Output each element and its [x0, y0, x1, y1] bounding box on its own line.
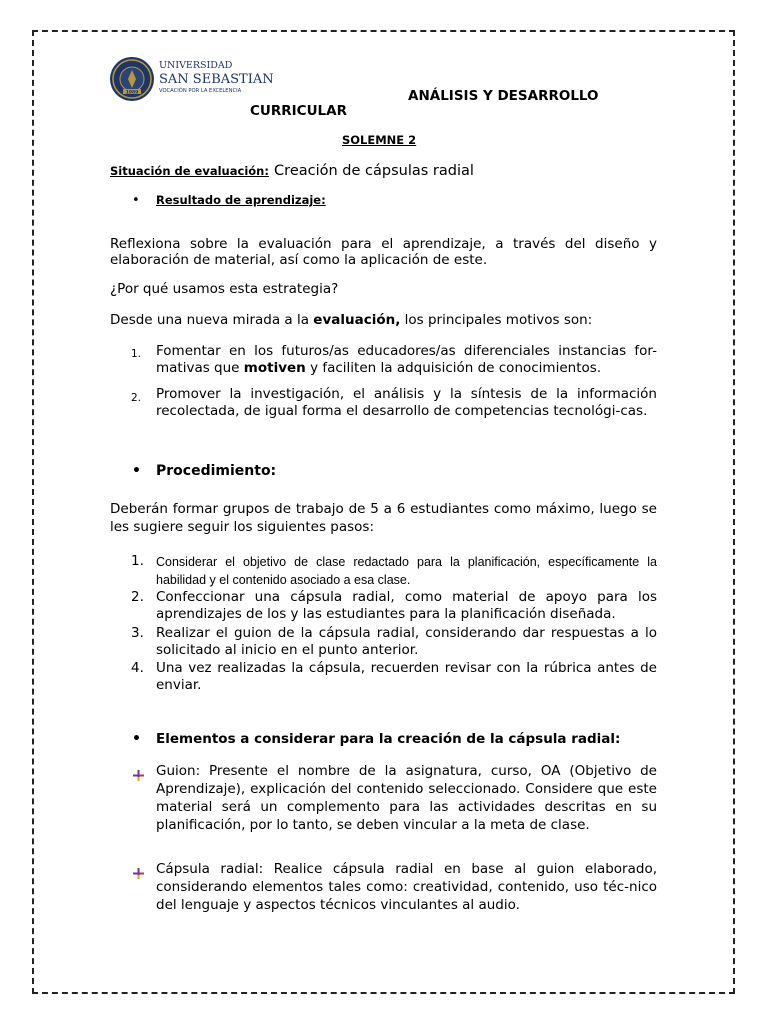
elemento-item: Guion: Presente el nombre de la asignatura, curso, OA (Objetivo de Aprendizaje), explicación del contenido seleccionado. Considere que este material será un complemento para las actividades descritas en su planificación, por lo tanto, se deben vincular a la meta de clase. — [156, 763, 657, 833]
procedimiento-intro: Deberán formar grupos de trabajo de 5 a 6 estudiantes como máximo, luego se les sugiere seguir los siguientes pasos: — [110, 501, 657, 535]
step-number: 3. — [131, 625, 144, 641]
doc-title-part1: ANÁLISIS Y DESARROLLO — [408, 88, 599, 104]
svg-text:1989: 1989 — [125, 90, 139, 96]
step-item: Una vez realizadas la cápsula, recuerden revisar con la rúbrica antes de enviar. — [156, 660, 657, 693]
svg-text:VOCACIÓN POR LA EXCELENCIA: VOCACIÓN POR LA EXCELENCIA — [159, 88, 242, 94]
situation-line — [110, 160, 474, 179]
bullet-icon: • — [132, 193, 140, 208]
step-item: Considerar el objetivo de clase redactado para la planificación, específicamente la habilidad y el contenido asociado a esa clase. — [156, 555, 657, 587]
list-item: Fomentar en los futuros/as educadores/as diferenciales instancias for-mativas que motiven y faciliten la adquisición de conocimientos. — [156, 343, 657, 376]
elemento-item: Cápsula radial: Realice cápsula radial en base al guion elaborado, considerando elementos tales como: creatividad, contenido, uso téc-nico del lenguaje y aspectos técnicos vinculantes al audio. — [156, 861, 657, 913]
step-number: 2. — [131, 589, 144, 605]
strategy-question: ¿Por qué usamos esta estrategia? — [110, 281, 339, 297]
university-logo — [109, 56, 274, 102]
doc-title-part2: CURRICULAR — [250, 103, 347, 119]
list-item: Promover la investigación, el análisis y la síntesis de la información recolectada, de igual forma el desarrollo de competencias tecnológi-cas. — [156, 386, 657, 419]
step-number: 4. — [131, 660, 144, 676]
situation-value: Creación de cápsulas radial — [274, 163, 474, 179]
solemne-heading: SOLEMNE 2 — [342, 133, 417, 147]
bullet-icon: • — [132, 463, 141, 479]
arrow-bullet-icon — [133, 766, 144, 785]
bullet-icon: • — [132, 731, 141, 747]
motives-intro: Desde una nueva mirada a la evaluación, los principales motivos son: — [110, 312, 593, 328]
elementos-heading: Elementos a considerar para la creación de la cápsula radial: — [156, 731, 621, 747]
intro-paragraph: Reflexiona sobre la evaluación para el aprendizaje, a través del diseño y elaboración de material, así como la aplicación de este. — [110, 236, 657, 268]
situation-label: Situación de evaluación: — [110, 164, 269, 178]
step-item: Confeccionar una cápsula radial, como material de apoyo para los aprendizajes de los y las estudiantes para la planificación diseñada. — [156, 589, 657, 622]
procedimiento-heading: Procedimiento: — [156, 463, 277, 479]
list-number: 2. — [131, 392, 142, 404]
svg-text:UNIVERSIDAD: UNIVERSIDAD — [159, 60, 233, 71]
svg-text:SAN SEBASTIAN: SAN SEBASTIAN — [159, 72, 274, 87]
list-number: 1. — [131, 348, 142, 360]
arrow-bullet-icon — [133, 864, 144, 883]
university-seal-icon — [109, 56, 274, 102]
step-item: Realizar el guion de la cápsula radial, considerando dar respuestas a lo solicitado al inicio en el punto anterior. — [156, 625, 657, 658]
resultado-label: Resultado de aprendizaje: — [156, 193, 326, 207]
step-number: 1. — [131, 553, 144, 569]
